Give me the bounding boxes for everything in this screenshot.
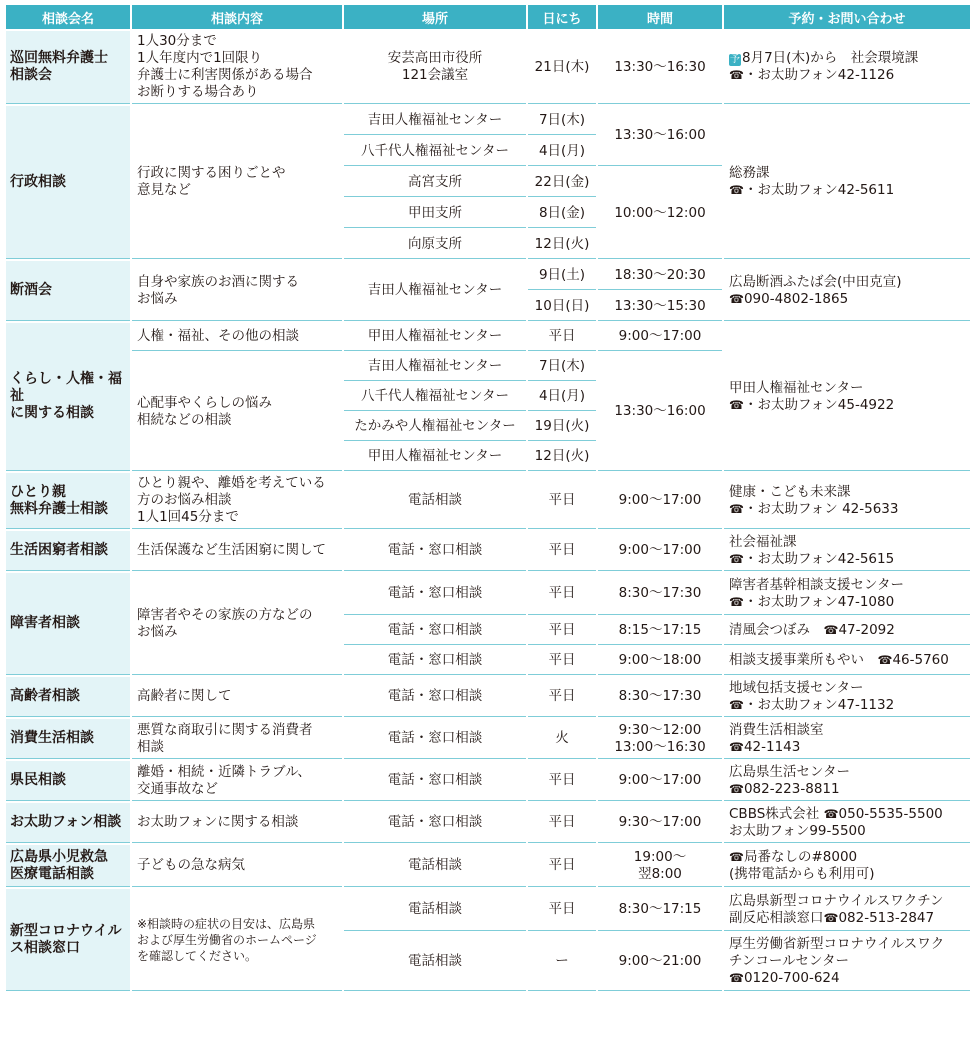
contact-text: 8月7日(木)から 社会環境課 [742, 50, 919, 66]
row-time: 13:30〜16:00 [598, 353, 722, 471]
table-row [6, 677, 970, 717]
contact-text: 消費生活相談室 [729, 721, 824, 738]
contact-phone: 46-5760 [892, 652, 949, 668]
row-day: 9日(土) [528, 261, 596, 290]
phone-icon: ☎ [729, 291, 744, 306]
table-row [6, 531, 970, 571]
row-contact [724, 719, 970, 759]
row-place: 電話相談 [344, 889, 526, 931]
row-day: 22日(金) [528, 168, 596, 197]
consultation-table [4, 3, 972, 993]
row-day: 4日(月) [528, 137, 596, 166]
row-place: 電話・窓口相談 [344, 531, 526, 571]
phone-icon: ☎ [729, 971, 744, 985]
row-day: 火 [528, 719, 596, 759]
row-content: 1人30分まで 1人年度内で1回限り 弁護士に利害関係がある場合 お断りする場合あり [132, 31, 342, 104]
phone-icon: ☎ [729, 781, 744, 796]
row-name: お太助フォン相談 [6, 803, 130, 843]
row-time: 8:30〜17:30 [598, 677, 722, 717]
contact-text: 健康・こども未来課 [729, 483, 851, 500]
contact-phone: ・お太助フォン47-1080 [743, 593, 895, 610]
row-time: 13:30〜15:30 [598, 292, 722, 321]
row-name: 県民相談 [6, 761, 130, 801]
header-day: 日にち [528, 5, 596, 29]
row-time: 9:00〜17:00 [598, 531, 722, 571]
phone-icon: ☎ [823, 623, 839, 637]
row-content: 高齢者に関して [132, 677, 342, 717]
row-day: ー [528, 933, 596, 991]
row-name: 行政相談 [6, 106, 130, 259]
row-time: 18:30〜20:30 [598, 261, 722, 290]
row-place: 電話相談 [344, 933, 526, 991]
phone-icon: ☎ [729, 551, 744, 566]
table-row [6, 106, 970, 135]
contact-text: 地域包括支援センター [729, 679, 864, 696]
phone-icon: ☎ [823, 910, 839, 925]
header-contact: 予約・お問い合わせ [724, 5, 970, 29]
phone-icon: ☎ [729, 594, 744, 609]
row-place: 高宮支所 [344, 168, 526, 197]
row-day: 8日(金) [528, 199, 596, 228]
row-contact [724, 889, 970, 931]
row-day: 平日 [528, 573, 596, 615]
row-place: 八千代人権福祉センター [344, 383, 526, 411]
row-name: 生活困窮者相談 [6, 531, 130, 571]
row-place: たかみや人権福祉センター [344, 413, 526, 441]
row-time: 9:00〜17:00 [598, 323, 722, 351]
row-day: 平日 [528, 323, 596, 351]
row-time: 9:00〜17:00 [598, 761, 722, 801]
contact-text: 甲田人権福祉センター [729, 379, 864, 396]
contact-phone: 局番なしの#8000 [743, 848, 858, 865]
row-name: 消費生活相談 [6, 719, 130, 759]
row-name: 巡回無料弁護士 相談会 [6, 31, 130, 104]
table-row [6, 719, 970, 759]
row-place: 甲田人権福祉センター [344, 443, 526, 471]
row-place: 電話・窓口相談 [344, 719, 526, 759]
phone-icon: ☎ [729, 501, 744, 516]
row-name: くらし・人権・福祉 に関する相談 [6, 323, 130, 471]
row-day: 平日 [528, 677, 596, 717]
row-name: 新型コロナウイル ス相談窓口 [6, 889, 130, 991]
row-place: 吉田人権福祉センター [344, 261, 526, 321]
row-content: 自身や家族のお酒に関する お悩み [132, 261, 342, 321]
contact-text: 副反応相談窓口 [729, 909, 824, 926]
consultation-schedule [4, 3, 970, 1039]
header-time: 時間 [598, 5, 722, 29]
row-day: 4日(月) [528, 383, 596, 411]
row-contact [724, 677, 970, 717]
header-name: 相談会名 [6, 5, 130, 29]
contact-phone: 082-513-2847 [838, 909, 935, 926]
contact-text: 広島断酒ふたば会(中田克宣) [729, 273, 902, 290]
row-place: 八千代人権福祉センター [344, 137, 526, 166]
table-row [6, 323, 970, 351]
contact-text: 厚生労働省新型コロナウイルスワク チンコールセンター [729, 936, 945, 969]
table-row [6, 845, 970, 887]
row-content: 行政に関する困りごとや 意見など [132, 106, 342, 259]
table-row [6, 803, 970, 843]
row-day: 7日(木) [528, 353, 596, 381]
row-contact [724, 573, 970, 615]
phone-icon: ☎ [729, 697, 744, 712]
contact-phone: 090-4802-1865 [743, 290, 849, 307]
row-contact [724, 845, 970, 887]
row-day: 平日 [528, 531, 596, 571]
row-contact [724, 803, 970, 843]
phone-icon: ☎ [729, 739, 744, 754]
contact-phone: ・お太助フォン42-5611 [743, 182, 895, 198]
contact-text: 広島県新型コロナウイルスワクチン [729, 892, 944, 909]
row-time: 8:30〜17:30 [598, 573, 722, 615]
contact-text: CBBS株式会社 [729, 805, 824, 822]
phone-icon: ☎ [877, 653, 893, 667]
row-place: 安芸高田市役所 121会議室 [344, 31, 526, 104]
row-time: 9:30〜12:00 13:00〜16:30 [598, 719, 722, 759]
row-content: 離婚・相続・近隣トラブル、 交通事故など [132, 761, 342, 801]
row-contact [724, 31, 970, 104]
contact-phone: ・お太助フォン42-1126 [743, 67, 895, 83]
phone-icon: ☎ [729, 397, 744, 412]
contact-text: 広島県生活センター [729, 763, 850, 780]
phone-icon: ☎ [729, 68, 744, 82]
table-row [6, 889, 970, 931]
contact-text: (携帯電話からも利用可) [729, 865, 875, 882]
contact-text: 社会福祉課 [729, 533, 797, 550]
row-day: 平日 [528, 617, 596, 645]
row-content: 心配事やくらしの悩み 相続などの相談 [132, 353, 342, 471]
row-content: 人権・福祉、その他の相談 [132, 323, 342, 351]
row-contact [724, 323, 970, 471]
row-place: 電話・窓口相談 [344, 761, 526, 801]
table-row [6, 261, 970, 290]
phone-icon: ☎ [823, 806, 839, 821]
contact-text: 相談支援事業所もやい [729, 652, 878, 668]
row-name: 広島県小児救急 医療電話相談 [6, 845, 130, 887]
row-time: 13:30〜16:00 [598, 106, 722, 166]
row-content: 悪質な商取引に関する消費者 相談 [132, 719, 342, 759]
contact-phone: 082-223-8811 [743, 780, 840, 797]
row-day: 21日(木) [528, 31, 596, 104]
row-time: 9:00〜21:00 [598, 933, 722, 991]
contact-phone: お太助フォン99-5500 [729, 822, 866, 839]
table-row [6, 761, 970, 801]
header-place: 場所 [344, 5, 526, 29]
row-content: 生活保護など生活困窮に関して [132, 531, 342, 571]
contact-phone: ・お太助フォン 42-5633 [743, 500, 899, 517]
row-time: 10:00〜12:00 [598, 168, 722, 259]
contact-phone: 0120-700-624 [743, 970, 840, 986]
phone-icon: ☎ [729, 183, 744, 197]
row-day: 10日(日) [528, 292, 596, 321]
row-contact [724, 106, 970, 259]
row-day: 19日(火) [528, 413, 596, 441]
row-place: 甲田人権福祉センター [344, 323, 526, 351]
row-time: 9:00〜18:00 [598, 647, 722, 675]
row-time: 8:15〜17:15 [598, 617, 722, 645]
row-place: 電話・窓口相談 [344, 617, 526, 645]
row-time: 8:30〜17:15 [598, 889, 722, 931]
contact-phone: ・お太助フォン45-4922 [743, 396, 895, 413]
row-day: 平日 [528, 473, 596, 529]
row-contact [724, 617, 970, 645]
row-day: 平日 [528, 803, 596, 843]
row-place: 電話相談 [344, 473, 526, 529]
table-row [6, 573, 970, 615]
row-place: 向原支所 [344, 230, 526, 259]
row-content: 子どもの急な病気 [132, 845, 342, 887]
row-time: 9:30〜17:00 [598, 803, 722, 843]
row-time: 13:30〜16:30 [598, 31, 722, 104]
row-day: 平日 [528, 647, 596, 675]
row-place: 吉田人権福祉センター [344, 353, 526, 381]
row-place: 電話・窓口相談 [344, 573, 526, 615]
header-content: 相談内容 [132, 5, 342, 29]
row-place: 電話相談 [344, 845, 526, 887]
row-day: 12日(火) [528, 443, 596, 471]
row-day: 平日 [528, 889, 596, 931]
row-contact [724, 261, 970, 321]
table-row [6, 473, 970, 529]
contact-phone: 050-5535-5500 [838, 805, 943, 822]
row-content: 障害者やその家族の方などの お悩み [132, 573, 342, 675]
row-place: 電話・窓口相談 [344, 647, 526, 675]
row-name: 障害者相談 [6, 573, 130, 675]
row-contact [724, 647, 970, 675]
table-row [6, 31, 970, 104]
row-time: 19:00〜 翌8:00 [598, 845, 722, 887]
row-contact [724, 531, 970, 571]
reservation-icon: 予 [730, 54, 740, 65]
row-content: ひとり親や、離婚を考えている 方のお悩み相談 1人1回45分まで [132, 473, 342, 529]
row-place: 甲田支所 [344, 199, 526, 228]
row-contact [724, 933, 970, 991]
contact-text: 障害者基幹相談支援センター [729, 576, 904, 593]
row-name: 断酒会 [6, 261, 130, 321]
row-content: お太助フォンに関する相談 [132, 803, 342, 843]
contact-phone: ・お太助フォン47-1132 [743, 696, 895, 713]
row-name: 高齢者相談 [6, 677, 130, 717]
contact-phone: ・お太助フォン42-5615 [743, 550, 895, 567]
row-name: ひとり親 無料弁護士相談 [6, 473, 130, 529]
row-time: 9:00〜17:00 [598, 473, 722, 529]
row-content: ※相談時の症状の目安は、広島県 および厚生労働省のホームページ を確認してください。 [132, 889, 342, 991]
contact-text: 清風会つぼみ [729, 622, 824, 638]
phone-icon: ☎ [729, 849, 744, 864]
row-place: 電話・窓口相談 [344, 803, 526, 843]
row-contact [724, 761, 970, 801]
row-place: 電話・窓口相談 [344, 677, 526, 717]
row-day: 12日(火) [528, 230, 596, 259]
row-contact [724, 473, 970, 529]
row-day: 平日 [528, 761, 596, 801]
row-day: 7日(木) [528, 106, 596, 135]
row-day: 平日 [528, 845, 596, 887]
contact-phone: 42-1143 [743, 738, 801, 755]
contact-phone: 47-2092 [838, 622, 895, 638]
contact-text: 総務課 [729, 165, 770, 181]
row-place: 吉田人権福祉センター [344, 106, 526, 135]
header-row [6, 5, 970, 29]
